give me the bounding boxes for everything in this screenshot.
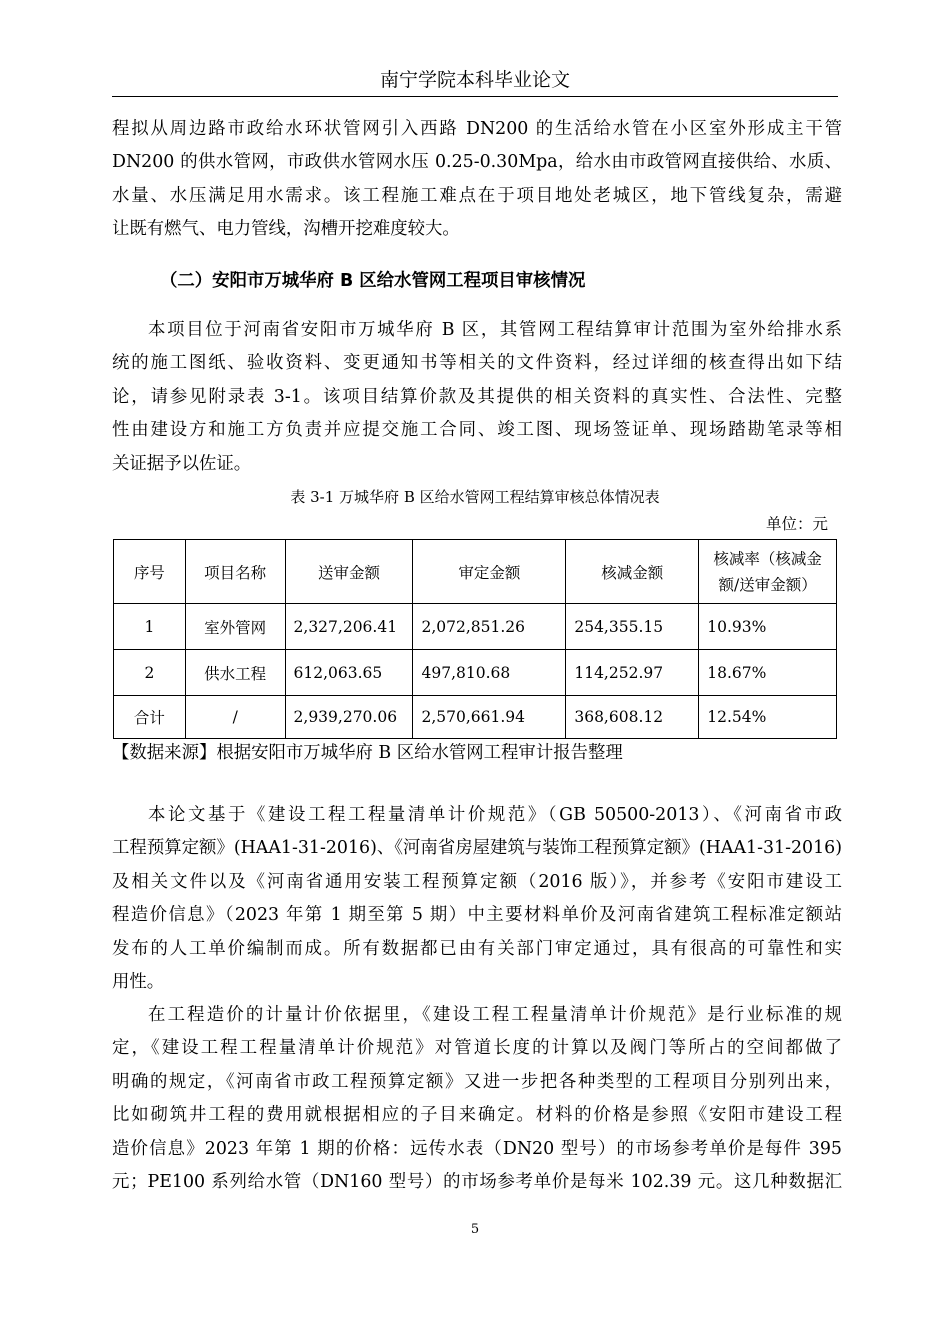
table-cell: 1 bbox=[114, 604, 186, 650]
header-cell: 审定金额 bbox=[413, 540, 566, 604]
table-cell: 12.54% bbox=[699, 696, 837, 739]
paragraph-line: 统的施工图纸、验收资料、变更通知书等相关的文件资料，经过详细的核查得出如下结 bbox=[112, 353, 842, 374]
paragraph-line: 造价信息》2023 年第 1 期的价格：远传水表（DN20 型号）的市场参考单价是每件 395 bbox=[112, 1138, 842, 1159]
header-rule bbox=[112, 96, 838, 97]
table-cell: 612,063.65 bbox=[285, 650, 413, 696]
table-cell: 18.67% bbox=[699, 650, 837, 696]
paragraph-line: 让既有燃气、电力管线，沟槽开挖难度较大。 bbox=[112, 219, 460, 240]
table-row bbox=[114, 604, 837, 650]
paragraph-line: 发布的人工单价编制而成。所有数据都已由有关部门审定通过，具有很高的可靠性和实 bbox=[112, 938, 842, 959]
paragraph-line: 元；PE100 系列给水管（DN160 型号）的市场参考单价是每米 102.39 元。这几种数据汇 bbox=[112, 1172, 842, 1193]
section-heading: （二）安阳市万城华府 B 区给水管网工程项目审核情况 bbox=[160, 271, 586, 291]
paragraph-line: 本项目位于河南省安阳市万城华府 B 区，其管网工程结算审计范围为室外给排水系 bbox=[148, 320, 842, 340]
paragraph-line: 用性。 bbox=[112, 972, 165, 993]
paragraph-line: 论，请参见附录表 3-1。该项目结算价款及其提供的相关资料的真实性、合法性、完整 bbox=[112, 386, 842, 407]
paragraph-line: 工程预算定额》(HAA1-31-2016)、《河南省房屋建筑与装饰工程预算定额》(HAA1-31-2016) bbox=[112, 838, 842, 859]
table-cell: 368,608.12 bbox=[566, 696, 699, 739]
header-cell: 核减率（核减金额/送审金额） bbox=[699, 540, 837, 604]
table-row bbox=[114, 650, 837, 696]
table-cell: / bbox=[185, 696, 285, 739]
table-cell: 室外管网 bbox=[185, 604, 285, 650]
paragraph-line: 在工程造价的计量计价依据里，《建设工程工程量清单计价规范》是行业标准的规 bbox=[148, 1005, 842, 1025]
table-cell: 2,570,661.94 bbox=[413, 696, 566, 739]
paragraph-2 bbox=[112, 314, 842, 481]
paragraph-line: 明确的规定，《河南省市政工程预算定额》又进一步把各种类型的工程项目分别列出来， bbox=[112, 1071, 842, 1092]
table-cell: 114,252.97 bbox=[566, 650, 699, 696]
paragraph-4 bbox=[112, 999, 842, 1199]
header-cell: 项目名称 bbox=[185, 540, 285, 604]
audit-table bbox=[113, 539, 837, 739]
paragraph-line: 性由建设方和施工方负责并应提交施工合同、竣工图、现场签证单、现场踏勘笔录等相 bbox=[112, 420, 842, 441]
table-cell: 2,072,851.26 bbox=[413, 604, 566, 650]
paragraph-line: 水量、水压满足用水需求。该工程施工难点在于项目地处老城区，地下管线复杂，需避 bbox=[112, 185, 842, 206]
header-cell: 核减金额 bbox=[566, 540, 699, 604]
paragraph-line: 程造价信息》（2023 年第 1 期至第 5 期）中主要材料单价及河南省建筑工程标准定额站 bbox=[112, 905, 842, 926]
header-cell: 送审金额 bbox=[285, 540, 413, 604]
paragraph-line: 程拟从周边路市政给水环状管网引入西路 DN200 的生活给水管在小区室外形成主干管 bbox=[112, 119, 842, 139]
table-cell: 2 bbox=[114, 650, 186, 696]
paragraph-line: 及相关文件以及《河南省通用安装工程预算定额（2016 版）》，并参考《安阳市建设工 bbox=[112, 871, 842, 892]
table-unit: 单位：元 bbox=[765, 515, 828, 533]
table-cell: 497,810.68 bbox=[413, 650, 566, 696]
table-cell: 2,327,206.41 bbox=[285, 604, 413, 650]
paragraph-line: 关证据予以佐证。 bbox=[112, 453, 252, 474]
paragraph-line: 定，《建设工程工程量清单计价规范》对管道长度的计算以及阀门等所占的空间都做了 bbox=[112, 1038, 842, 1059]
header-cell: 序号 bbox=[114, 540, 186, 604]
data-source-note: 【数据来源】根据安阳市万城华府 B 区给水管网工程审计报告整理 bbox=[112, 743, 623, 763]
table-header-row bbox=[114, 540, 837, 604]
table-cell: 合计 bbox=[114, 696, 186, 739]
table-caption: 表 3-1 万城华府 B 区给水管网工程结算审核总体情况表 bbox=[290, 488, 660, 506]
paragraph-line: 比如砌筑井工程的费用就根据相应的子目来确定。材料的价格是参照《安阳市建设工程 bbox=[112, 1105, 842, 1126]
table-cell: 254,355.15 bbox=[566, 604, 699, 650]
running-header: 南宁学院本科毕业论文 bbox=[379, 69, 570, 91]
paragraph-line: DN200 的供水管网，市政供水管网水压 0.25-0.30Mpa，给水由市政管网直接供给、水质、 bbox=[112, 152, 842, 173]
page-number: 5 bbox=[470, 1222, 480, 1237]
table-total-row bbox=[114, 696, 837, 739]
table-cell: 2,939,270.06 bbox=[285, 696, 413, 739]
table-cell: 供水工程 bbox=[185, 650, 285, 696]
paragraph-1 bbox=[112, 113, 842, 247]
table-cell: 10.93% bbox=[699, 604, 837, 650]
paragraph-line: 本论文基于《建设工程工程量清单计价规范》（GB 50500-2013）、《河南省市政 bbox=[148, 805, 842, 825]
paragraph-3 bbox=[112, 799, 842, 999]
